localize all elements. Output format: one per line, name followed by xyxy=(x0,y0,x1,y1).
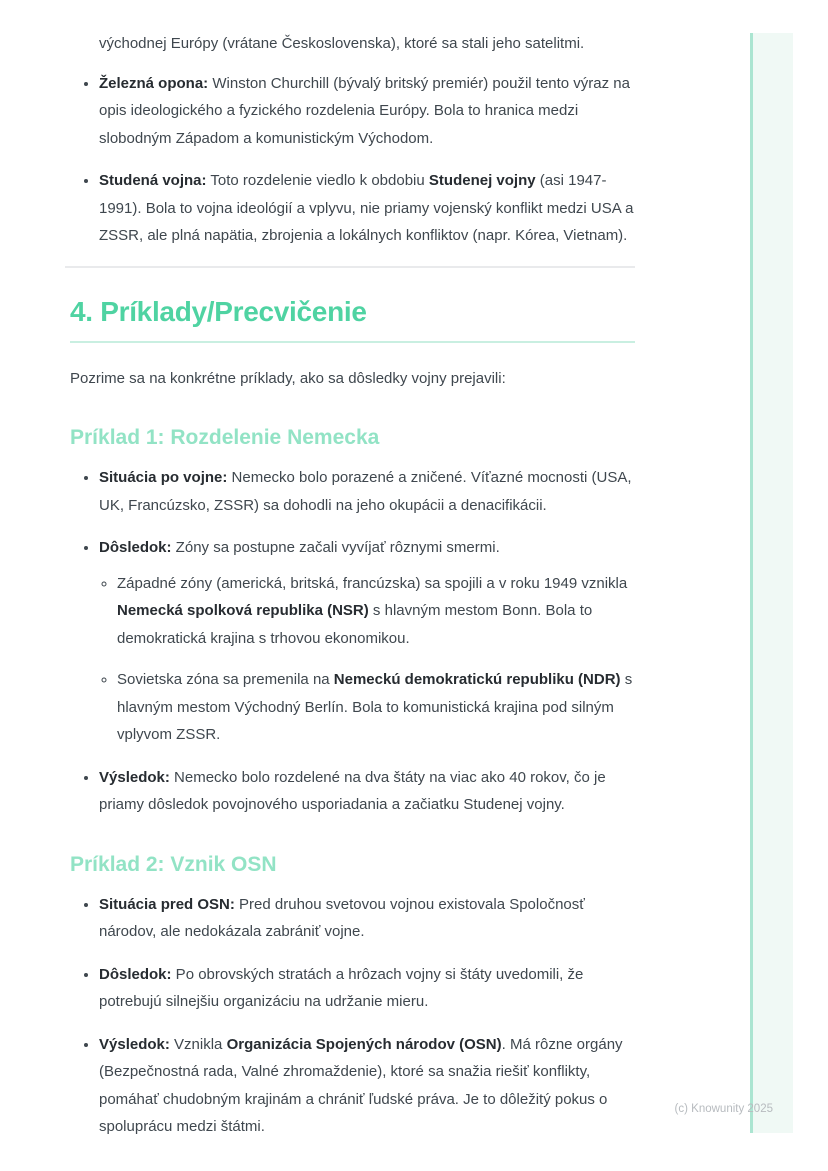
text-segment: Situácia pred OSN: xyxy=(99,895,235,913)
text-segment: Situácia po vojne: xyxy=(99,469,228,486)
text-segment: s hlavným mestom Bonn. Bola to demokratická krajina s trhovou ekonomikou. xyxy=(117,602,593,647)
bullet-list-consequences xyxy=(70,70,635,250)
text-segment: Pred druhou svetovou vojnou existovala Spoločnosť národov, ale nedokázala zabrániť vojne. xyxy=(99,895,585,940)
text-segment: Organizácia Spojených národov (OSN) xyxy=(226,1035,502,1053)
text-segment: Výsledok: xyxy=(99,1035,170,1053)
list-item-vysledok xyxy=(99,764,635,819)
list-item-cold-war xyxy=(99,167,635,250)
footer-credit: (c) Knowunity 2025 xyxy=(674,1103,773,1115)
sub-bullet-list-zones xyxy=(99,570,635,749)
text-segment: Železná opona: xyxy=(99,74,209,92)
text-segment: Studená vojna: xyxy=(99,172,207,189)
sub-list-item-soviet-zone xyxy=(117,666,635,749)
text-segment: Studenej vojny xyxy=(428,172,536,189)
text-segment: Nemecko bolo rozdelené na dva štáty na viac ako 40 rokov, čo je priamy dôsledok povojnového usporiadania a začiatku Studenej vojny. xyxy=(99,768,606,813)
text-segment: s hlavným mestom Východný Berlín. Bola to komunistická krajina pod silným vplyvom ZSSR. xyxy=(117,671,633,743)
paragraph-continuation xyxy=(99,30,635,58)
text-segment: Sovietska zóna sa premenila na xyxy=(117,671,334,688)
text-segment: Toto rozdelenie viedlo k obdobiu xyxy=(206,172,429,189)
section-intro-paragraph xyxy=(70,365,635,393)
text-segment: Vznikla xyxy=(169,1035,227,1053)
list-item-vysledok-osn xyxy=(99,1031,635,1141)
text-segment: Zóny sa postupne začali vyvíjať rôznymi smermi. xyxy=(171,539,500,556)
list-item-dosledok xyxy=(99,534,635,749)
text-segment: Dôsledok: xyxy=(99,539,172,556)
sub-list-item-west-zones xyxy=(117,570,635,653)
subsection-heading-example2: Príklad 2: Vznik OSN xyxy=(70,852,277,876)
list-item-dosledok-osn xyxy=(99,961,635,1016)
text-segment: východnej Európy (vrátane Československa), ktoré sa stali jeho satelitmi. xyxy=(99,35,585,52)
text-segment: Winston Churchill (bývalý britský premiér) použil tento výraz na opis ideologického a fyzického rozdelenia Európy. Bola to hranica medzi slobodným Západom a komunistickým Východom. xyxy=(99,74,630,147)
section-heading: 4. Príklady/Precvičenie xyxy=(70,296,635,343)
text-segment: . Má rôzne orgány (Bezpečnostná rada, Valné zhromaždenie), ktoré sa snažia riešiť konflikty, pomáhať chudobným krajinám a chrániť ľudské práva. Je to dôležitý pokus o spoluprácu medzi štátmi. xyxy=(99,1035,623,1135)
text-segment: Nemeckú demokratickú republiku (NDR) xyxy=(333,671,621,688)
text-segment: Nemecko bolo porazené a zničené. Víťazné mocnosti (USA, UK, Francúzsko, ZSSR) sa dohodli na jeho okupácii a denacifikácii. xyxy=(99,469,632,514)
page-accent-band xyxy=(750,33,793,1133)
text-segment: Západné zóny (americká, britská, francúzska) sa spojili a v roku 1949 vznikla xyxy=(117,574,628,592)
text-segment: (asi 1947-1991). Bola to vojna ideológií a vplyvu, nie priamy vojenský konflikt medzi USA a ZSSR, ale plná napätia, zbrojenia a lokálnych konfliktov (napr. Kórea, Vietnam). xyxy=(99,172,634,244)
text-segment: Dôsledok: xyxy=(99,965,172,983)
section-divider xyxy=(65,266,635,268)
text-segment: Nemecká spolková republika (NSR) xyxy=(117,602,369,619)
text-segment: Pozrime sa na konkrétne príklady, ako sa dôsledky vojny prejavili: xyxy=(70,369,506,387)
bullet-list-example1 xyxy=(70,464,635,819)
subsection-heading-example1: Príklad 1: Rozdelenie Nemecka xyxy=(70,426,380,449)
list-item-iron-curtain xyxy=(99,70,635,153)
bullet-list-example2 xyxy=(70,891,635,1141)
list-item-situacia-osn xyxy=(99,891,635,946)
document-content xyxy=(70,22,635,1156)
text-segment: Výsledok: xyxy=(99,768,170,786)
list-item-situacia xyxy=(99,464,635,519)
text-segment: Po obrovských stratách a hrôzach vojny si štáty uvedomili, že potrebujú silnejšiu organizáciu na udržanie mieru. xyxy=(99,965,584,1010)
